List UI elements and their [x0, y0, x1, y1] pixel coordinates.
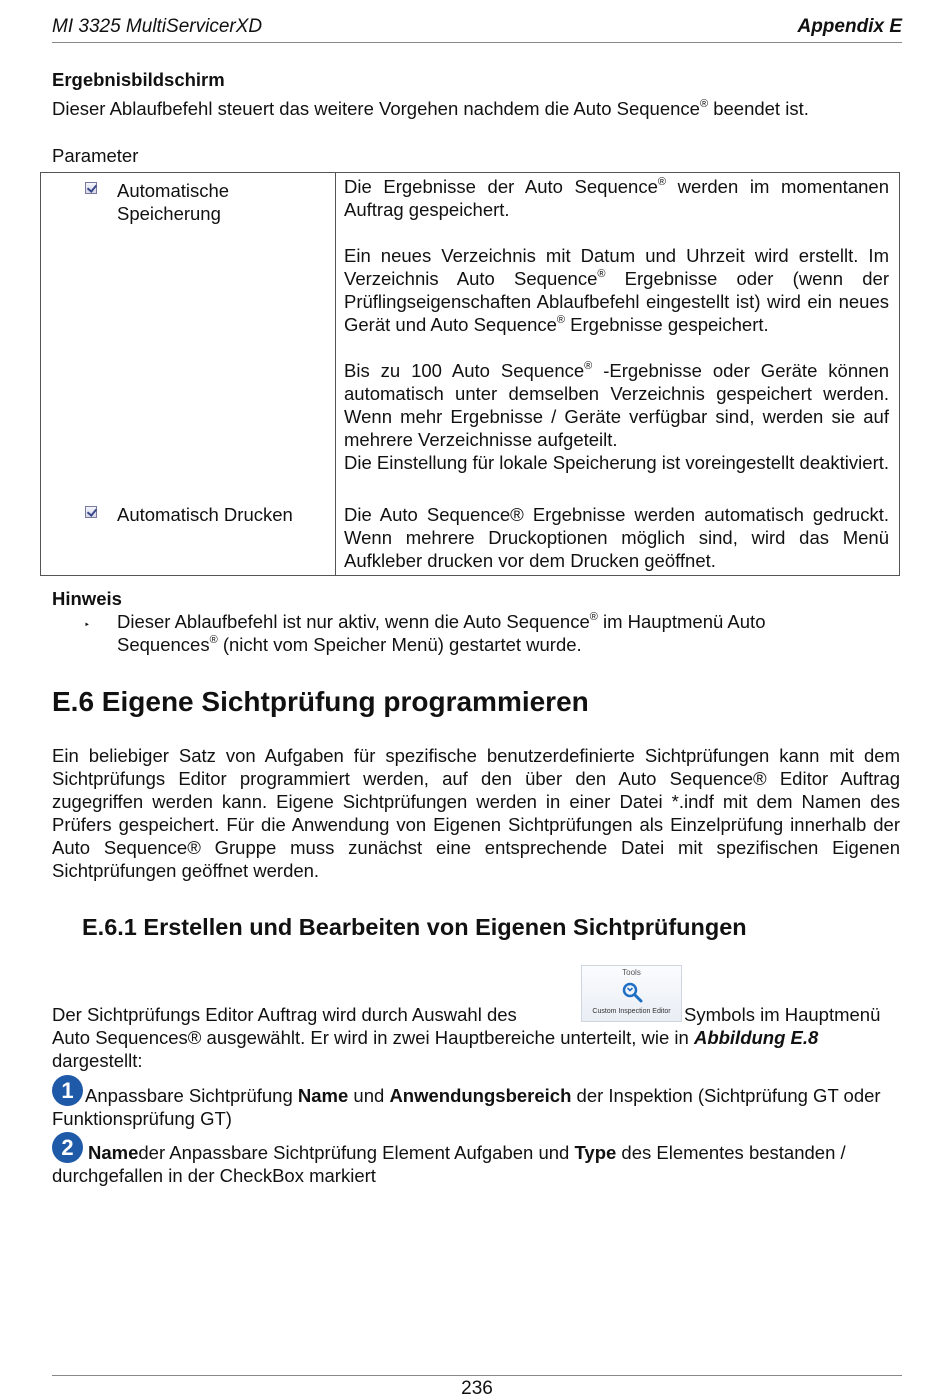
param-auto-save-desc-1: Die Ergebnisse der Auto Sequence® werden im momentanen Auftrag gespeichert. — [344, 176, 889, 220]
magnifier-wrench-icon — [621, 981, 643, 1003]
note-text: Dieser Ablaufbefehl ist nur aktiv, wenn die Auto Sequence® im Hauptmenü Auto Sequences® (nicht vom Speicher Menü) gestartet wurde. — [117, 611, 766, 655]
param-auto-print-desc: Die Auto Sequence® Ergebnisse werden automatisch gedruckt. Wenn mehrere Druckoptionen möglich sind, wird das Menü Aufkleber drucken vor dem Drucken geöffnet. — [344, 504, 889, 571]
tools-group-label: Tools — [622, 968, 641, 977]
section-e61-intro-line1: Der Sichtprüfungs Editor Auftrag wird durch Auswahl des Symbols im Hauptmenü — [52, 1004, 881, 1025]
result-screen-intro: Dieser Ablaufbefehl steuert das weitere Vorgehen nachdem die Auto Sequence® beendet ist. — [52, 98, 809, 119]
parameter-label: Parameter — [52, 145, 139, 166]
checkbox-icon — [85, 506, 97, 518]
section-e61-intro-line2: Auto Sequences® ausgewählt. Er wird in zwei Hauptbereiche unterteilt, wie in Abbildung E.8 — [52, 1027, 819, 1048]
list-item-1: Anpassbare Sichtprüfung Name und Anwendungsbereich der Inspektion (Sichtprüfung GT oder Funktionsprüfung GT) — [52, 1085, 881, 1129]
table-column-divider — [335, 173, 336, 575]
list-item-2: Nameder Anpassbare Sichtprüfung Element Aufgaben und Type des Elementes bestanden / durchgefallen in der CheckBox markiert — [52, 1142, 846, 1186]
tools-caption: Custom Inspection Editor — [592, 1008, 671, 1015]
param-auto-save-label: Automatische Speicherung — [117, 180, 230, 224]
section-e6-title: E.6 Eigene Sichtprüfung programmieren — [52, 686, 589, 717]
header-product-name: MI 3325 MultiServicerXD — [52, 16, 263, 37]
header-appendix: Appendix E — [797, 16, 902, 37]
param-auto-print-label: Automatisch Drucken — [117, 504, 293, 525]
page-header — [52, 16, 902, 43]
param-auto-save-desc-2: Ein neues Verzeichnis mit Datum und Uhrzeit wird erstellt. Im Verzeichnis Auto Sequence® Ergebnisse oder (wenn der Prüflingseigenschaften Ablaufbefehl eingestellt ist) wird ein neues Gerät und Auto Sequence® Ergebnisse gespeichert. — [344, 245, 889, 335]
param-auto-save-desc-4: Die Einstellung für lokale Speicherung ist voreingestellt deaktiviert. — [344, 452, 890, 473]
page-number: 236 — [461, 1378, 493, 1399]
section-e6-body: Ein beliebiger Satz von Aufgaben für spezifische benutzerdefinierte Sichtprüfungen kann mit dem Sichtprüfungs Editor programmiert werden, auf den über den Auto Sequence® Editor Auftrag zugegriffen werden kann. Eigene Sichtprüfungen werden in einer Datei *.indf mit dem Namen des Prüfers gespeichert. Für die Anwendung von Eigenen Sichtprüfungen als Einzelprüfung innerhalb der Auto Sequence® Gruppe muss zunächst eine entsprechende Datei mit spezifischen Eigenen Sichtprüfungen geöffnet werden. — [52, 745, 900, 881]
checkbox-icon — [85, 182, 97, 194]
number-badge-1-icon: 1 — [52, 1075, 83, 1106]
page-footer — [52, 1375, 902, 1399]
param-auto-save-desc-3: Bis zu 100 Auto Sequence® -Ergebnisse oder Geräte können automatisch unter demselben Verzeichnis gespeichert werden. Wenn mehr Ergebnisse / Geräte verfügbar sind, werden sie auf mehrere Verzeichnisse aufgeteilt. — [344, 360, 889, 450]
bullet-icon: ‣ — [84, 620, 90, 631]
result-screen-heading: Ergebnisbildschirm — [52, 69, 225, 90]
section-e61-title: E.6.1 Erstellen und Bearbeiten von Eigenen Sichtprüfungen — [82, 914, 747, 940]
number-badge-2-icon: 2 — [52, 1132, 83, 1163]
section-e61-intro-line3: dargestellt: — [52, 1050, 143, 1071]
parameter-table — [40, 172, 900, 576]
note-heading: Hinweis — [52, 588, 122, 609]
